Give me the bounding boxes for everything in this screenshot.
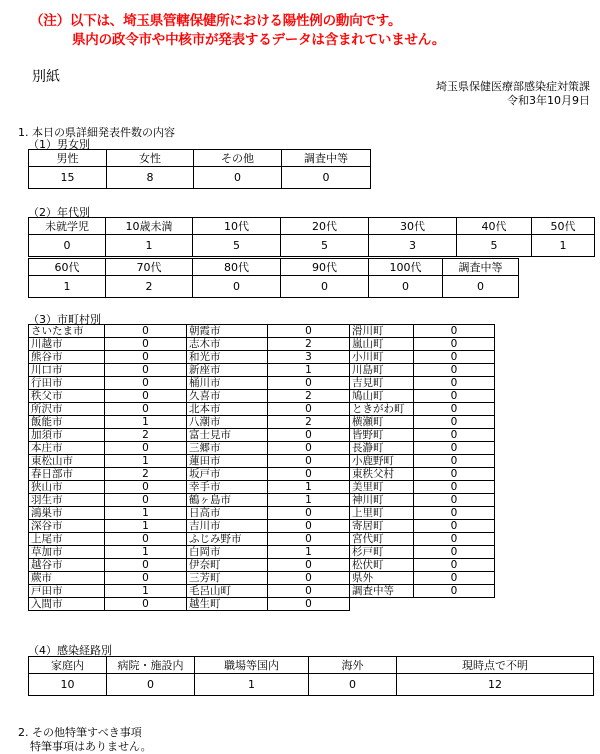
- city-title: （3）市町村別: [28, 313, 101, 326]
- municipality-count: 0: [105, 377, 187, 390]
- municipality-count: 0: [268, 559, 350, 572]
- gender-header-2: その他: [194, 150, 282, 167]
- city-table-row: [29, 559, 495, 572]
- age-table-1: [28, 217, 595, 257]
- gender-value-2: 0: [194, 167, 282, 189]
- city-table-row: [29, 455, 495, 468]
- age-header-1: 10歳未満: [106, 218, 193, 235]
- city-table-row: [29, 351, 495, 364]
- department-block: [436, 80, 590, 108]
- section2-title: 2. その他特筆すべき事項: [18, 726, 142, 739]
- route-title: （4）感染経路別: [28, 644, 112, 657]
- municipality-name: 久喜市: [187, 390, 268, 403]
- municipality-count: 0: [105, 351, 187, 364]
- municipality-name: 熊谷市: [29, 351, 105, 364]
- municipality-name: さいたま市: [29, 325, 105, 338]
- section2-body: 特筆事項はありません。: [30, 740, 152, 753]
- municipality-count: 0: [414, 533, 495, 546]
- municipality-name: 春日部市: [29, 468, 105, 481]
- route-value-1: 0: [107, 674, 195, 696]
- municipality-count: 1: [268, 364, 350, 377]
- municipality-name: 三郷市: [187, 442, 268, 455]
- municipality-name: 八潮市: [187, 416, 268, 429]
- municipality-count: 0: [414, 429, 495, 442]
- municipality-count: 1: [268, 546, 350, 559]
- municipality-name: 川越市: [29, 338, 105, 351]
- municipality-count: 0: [268, 455, 350, 468]
- municipality-count: 2: [268, 338, 350, 351]
- municipality-count: 1: [268, 481, 350, 494]
- city-table-row: [29, 507, 495, 520]
- municipality-name: 調査中等: [350, 585, 414, 598]
- age-value-2: 5: [193, 235, 281, 257]
- age-header-row2-3: 90代: [281, 259, 369, 276]
- gender-table: [28, 149, 371, 189]
- age-value-row2-5: 0: [443, 276, 519, 298]
- municipality-count: 0: [414, 468, 495, 481]
- city-table-row: [29, 598, 495, 611]
- gender-value-1: 8: [107, 167, 194, 189]
- city-table-row: [29, 468, 495, 481]
- age-value-6: 1: [532, 235, 595, 257]
- municipality-count: 0: [414, 416, 495, 429]
- municipality-count: 0: [414, 390, 495, 403]
- age-table-2: [28, 258, 519, 298]
- city-table-row: [29, 416, 495, 429]
- age-value-row2-4: 0: [369, 276, 443, 298]
- municipality-name: 宮代町: [350, 533, 414, 546]
- municipality-count: 0: [105, 325, 187, 338]
- municipality-count: 0: [268, 598, 350, 611]
- red-notice: [30, 12, 445, 50]
- city-table-row: [29, 442, 495, 455]
- municipality-name: 日高市: [187, 507, 268, 520]
- municipality-count: 0: [414, 351, 495, 364]
- municipality-name: 越谷市: [29, 559, 105, 572]
- municipality-name: 吉見町: [350, 377, 414, 390]
- municipality-name: 加須市: [29, 429, 105, 442]
- municipality-count: 2: [268, 390, 350, 403]
- municipality-count: 1: [268, 494, 350, 507]
- municipality-name: 鴻巣市: [29, 507, 105, 520]
- municipality-name: 志木市: [187, 338, 268, 351]
- municipality-name: 戸田市: [29, 585, 105, 598]
- municipality-name: 滑川町: [350, 325, 414, 338]
- city-table-row: [29, 481, 495, 494]
- age-header-row2-0: 60代: [29, 259, 106, 276]
- municipality-count: 0: [105, 442, 187, 455]
- city-table-row: [29, 364, 495, 377]
- municipality-count: 0: [105, 390, 187, 403]
- municipality-count: 0: [414, 403, 495, 416]
- municipality-name: 小鹿野町: [350, 455, 414, 468]
- attachment-label: 別紙: [32, 69, 60, 85]
- city-table-row: [29, 325, 495, 338]
- age-value-1: 1: [106, 235, 193, 257]
- municipality-name: 深谷市: [29, 520, 105, 533]
- municipality-count: 0: [414, 585, 495, 598]
- age-header-row2-2: 80代: [193, 259, 281, 276]
- route-header-3: 海外: [309, 657, 397, 674]
- route-header-0: 家庭内: [29, 657, 107, 674]
- municipality-name: 皆野町: [350, 429, 414, 442]
- city-table-row: [29, 585, 495, 598]
- age-header-row2-5: 調査中等: [443, 259, 519, 276]
- notice-line-2: 県内の政令市や中核市が発表するデータは含まれていません。: [72, 32, 446, 48]
- age-header-6: 50代: [532, 218, 595, 235]
- municipality-count: 0: [105, 403, 187, 416]
- age-header-5: 40代: [457, 218, 532, 235]
- municipality-count: 0: [414, 442, 495, 455]
- route-header-4: 現時点で不明: [397, 657, 594, 674]
- age-value-3: 5: [281, 235, 369, 257]
- municipality-name: ふじみ野市: [187, 533, 268, 546]
- gender-value-3: 0: [282, 167, 371, 189]
- municipality-name: 長瀞町: [350, 442, 414, 455]
- municipality-name: 松伏町: [350, 559, 414, 572]
- municipality-count: 0: [414, 377, 495, 390]
- gender-header-0: 男性: [29, 150, 107, 167]
- municipality-name: 北本市: [187, 403, 268, 416]
- municipality-count: 0: [414, 325, 495, 338]
- municipality-name: 美里町: [350, 481, 414, 494]
- municipality-name: 嵐山町: [350, 338, 414, 351]
- municipality-name: 鳩山町: [350, 390, 414, 403]
- route-table: [28, 656, 594, 696]
- age-value-row2-3: 0: [281, 276, 369, 298]
- department-name: 埼玉県保健医療部感染症対策課: [436, 80, 590, 93]
- route-header-2: 職場等国内: [195, 657, 309, 674]
- municipality-name: ときがわ町: [350, 403, 414, 416]
- age-value-4: 3: [369, 235, 457, 257]
- municipality-count: 0: [268, 520, 350, 533]
- age-header-2: 10代: [193, 218, 281, 235]
- municipality-name: 幸手市: [187, 481, 268, 494]
- municipality-count: 2: [268, 416, 350, 429]
- gender-header-3: 調査中等: [282, 150, 371, 167]
- municipality-name: 行田市: [29, 377, 105, 390]
- municipality-name: 上里町: [350, 507, 414, 520]
- municipality-count: 0: [105, 481, 187, 494]
- municipality-name: 神川町: [350, 494, 414, 507]
- municipality-name: 狭山市: [29, 481, 105, 494]
- city-table-row: [29, 494, 495, 507]
- municipality-count: 0: [105, 533, 187, 546]
- route-header-1: 病院・施設内: [107, 657, 195, 674]
- municipality-count: 0: [268, 507, 350, 520]
- municipality-count: 1: [105, 416, 187, 429]
- municipality-name: 県外: [350, 572, 414, 585]
- municipality-name: 入間市: [29, 598, 105, 611]
- municipality-name: 飯能市: [29, 416, 105, 429]
- municipality-count: 0: [105, 598, 187, 611]
- municipality-name: 上尾市: [29, 533, 105, 546]
- municipality-count: 0: [268, 325, 350, 338]
- municipality-name: 横瀬町: [350, 416, 414, 429]
- municipality-count: 0: [105, 559, 187, 572]
- municipality-name: 鶴ヶ島市: [187, 494, 268, 507]
- municipality-count: 0: [414, 455, 495, 468]
- route-value-4: 12: [397, 674, 594, 696]
- municipality-count: 0: [268, 585, 350, 598]
- route-value-3: 0: [309, 674, 397, 696]
- municipality-count: 2: [105, 429, 187, 442]
- municipality-count: 0: [105, 572, 187, 585]
- municipality-count: 0: [268, 442, 350, 455]
- municipality-name: 蓮田市: [187, 455, 268, 468]
- municipality-name: 三芳町: [187, 572, 268, 585]
- municipality-name: 羽生市: [29, 494, 105, 507]
- municipality-count: 0: [268, 429, 350, 442]
- municipality-name: 新座市: [187, 364, 268, 377]
- municipality-name: 吉川市: [187, 520, 268, 533]
- city-table-row: [29, 533, 495, 546]
- municipality-count: 0: [414, 572, 495, 585]
- municipality-name: 小川町: [350, 351, 414, 364]
- municipality-name: 越生町: [187, 598, 268, 611]
- municipality-count: 0: [105, 338, 187, 351]
- municipality-name: 東秩父村: [350, 468, 414, 481]
- age-value-row2-0: 1: [29, 276, 106, 298]
- municipality-count: 0: [268, 572, 350, 585]
- municipality-name: 蕨市: [29, 572, 105, 585]
- age-header-row2-4: 100代: [369, 259, 443, 276]
- age-header-3: 20代: [281, 218, 369, 235]
- municipality-count: 1: [105, 507, 187, 520]
- municipality-count: 0: [268, 403, 350, 416]
- municipality-name: 和光市: [187, 351, 268, 364]
- municipality-count: 0: [268, 468, 350, 481]
- age-value-row2-1: 2: [106, 276, 193, 298]
- notice-line-1: （注）以下は、埼玉県管轄保健所における陽性例の動向です。: [30, 13, 402, 29]
- city-table-row: [29, 338, 495, 351]
- age-title: （2）年代別: [28, 206, 90, 219]
- municipality-name: 東松山市: [29, 455, 105, 468]
- municipality-count: 0: [414, 546, 495, 559]
- city-table-row: [29, 429, 495, 442]
- municipality-count: 1: [105, 455, 187, 468]
- municipality-name: 伊奈町: [187, 559, 268, 572]
- municipality-name: 杉戸町: [350, 546, 414, 559]
- municipality-name: 川島町: [350, 364, 414, 377]
- municipality-count: 0: [414, 520, 495, 533]
- municipality-count: 0: [414, 364, 495, 377]
- section1-title: 1. 本日の県詳細発表件数の内容: [18, 126, 175, 139]
- route-value-2: 1: [195, 674, 309, 696]
- municipality-count: 0: [414, 507, 495, 520]
- municipality-count: 1: [105, 546, 187, 559]
- municipality-name: 桶川市: [187, 377, 268, 390]
- age-value-0: 0: [29, 235, 106, 257]
- city-table-row: [29, 390, 495, 403]
- municipality-count: 0: [414, 481, 495, 494]
- city-table-row: [29, 572, 495, 585]
- municipality-count: 3: [268, 351, 350, 364]
- age-header-0: 未就学児: [29, 218, 106, 235]
- age-header-4: 30代: [369, 218, 457, 235]
- municipality-count: 1: [105, 520, 187, 533]
- municipality-name: 白岡市: [187, 546, 268, 559]
- municipality-name: 坂戸市: [187, 468, 268, 481]
- city-table-row: [29, 377, 495, 390]
- municipality-name: 川口市: [29, 364, 105, 377]
- municipality-name: 毛呂山町: [187, 585, 268, 598]
- city-table: [28, 324, 495, 611]
- municipality-name: 本庄市: [29, 442, 105, 455]
- municipality-count: 0: [268, 533, 350, 546]
- municipality-name: 草加市: [29, 546, 105, 559]
- municipality-count: 0: [414, 559, 495, 572]
- age-value-5: 5: [457, 235, 532, 257]
- report-date: 令和3年10月9日: [507, 94, 590, 107]
- route-value-0: 10: [29, 674, 107, 696]
- age-value-row2-2: 0: [193, 276, 281, 298]
- municipality-name: 富士見市: [187, 429, 268, 442]
- gender-value-0: 15: [29, 167, 107, 189]
- city-table-row: [29, 546, 495, 559]
- municipality-name: 所沢市: [29, 403, 105, 416]
- gender-header-1: 女性: [107, 150, 194, 167]
- municipality-count: 1: [105, 585, 187, 598]
- municipality-count: 0: [105, 494, 187, 507]
- municipality-count: 2: [105, 468, 187, 481]
- gender-title: （1）男女別: [28, 138, 90, 151]
- municipality-name: 朝霞市: [187, 325, 268, 338]
- municipality-name: 寄居町: [350, 520, 414, 533]
- city-table-row: [29, 403, 495, 416]
- municipality-name: 秩父市: [29, 390, 105, 403]
- municipality-count: 0: [105, 364, 187, 377]
- age-header-row2-1: 70代: [106, 259, 193, 276]
- municipality-count: 0: [414, 494, 495, 507]
- empty-cell: [350, 598, 495, 611]
- municipality-count: 0: [268, 377, 350, 390]
- city-table-row: [29, 520, 495, 533]
- municipality-count: 0: [414, 338, 495, 351]
